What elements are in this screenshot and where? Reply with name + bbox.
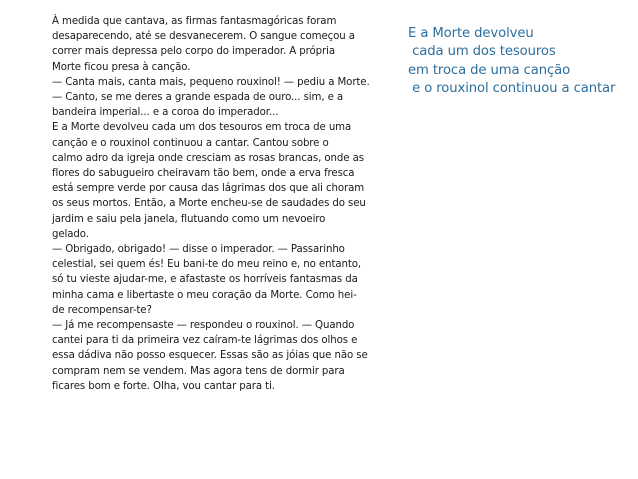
story-line: — Já me recompensaste — respondeu o rouxinol. — Quando xyxy=(52,320,355,332)
quote-line: cada um dos tesouros xyxy=(408,44,556,60)
story-line: E a Morte devolveu cada um dos tesouros em troca de uma xyxy=(52,122,352,134)
story-line: compram nem se vendem. Mas agora tens de dormir para xyxy=(52,365,345,377)
quote-line: em troca de uma canção xyxy=(408,62,571,78)
story-line: calmo adro da igreja onde cresciam as rosas brancas, onde as xyxy=(52,152,364,164)
story-line: está sempre verde por causa das lágrimas dos que ali choram xyxy=(52,183,365,195)
highlighted-quote xyxy=(408,25,615,98)
story-line: — Obrigado, obrigado! — disse o imperador. — Passarinho xyxy=(52,244,345,256)
story-line: flores do sabugueiro cheiravam tão bem, onde a erva fresca xyxy=(52,168,355,180)
story-line: minha cama e libertaste o meu coração da Morte. Como hei- xyxy=(52,289,357,301)
story-line: cantei para ti da primeira vez caíram-te lágrimas dos olhos e xyxy=(52,335,358,347)
story-line: — Canto, se me deres a grande espada de ouro... sim, e a xyxy=(52,92,344,104)
story-text-block xyxy=(52,14,392,394)
story-line: — Canta mais, canta mais, pequeno rouxinol! — pediu a Morte. xyxy=(52,76,370,88)
story-line: bandeira imperial... e a coroa do imperador... xyxy=(52,107,279,119)
story-line: só tu vieste ajudar-me, e afastaste os horríveis fantasmas da xyxy=(52,274,358,286)
story-line: ficares bom e forte. Olha, vou cantar para ti. xyxy=(52,380,275,392)
quote-line: E a Morte devolveu xyxy=(408,26,534,41)
story-line: desaparecendo, até se desvanecerem. O sangue começou a xyxy=(52,31,355,43)
story-line: canção e o rouxinol continuou a cantar. Cantou sobre o xyxy=(52,137,329,149)
story-line: celestial, sei quem és! Eu bani-te do meu reino e, no entanto, xyxy=(52,259,362,271)
story-line: gelado. xyxy=(52,228,89,240)
quote-line: e o rouxinol continuou a cantar xyxy=(408,80,616,96)
story-line: correr mais depressa pelo corpo do imperador. A própria xyxy=(52,46,335,58)
story-line: de recompensar-te? xyxy=(52,304,152,316)
story-line: À medida que cantava, as firmas fantasmagóricas foram xyxy=(52,16,337,27)
story-line: os seus mortos. Então, a Morte encheu-se de saudades do seu xyxy=(52,198,366,210)
story-line: essa dádiva não posso esquecer. Essas são as jóias que não se xyxy=(52,350,368,362)
story-line: jardim e saiu pela janela, flutuando como um nevoeiro xyxy=(52,213,326,225)
story-line: Morte ficou presa à canção. xyxy=(52,61,191,73)
